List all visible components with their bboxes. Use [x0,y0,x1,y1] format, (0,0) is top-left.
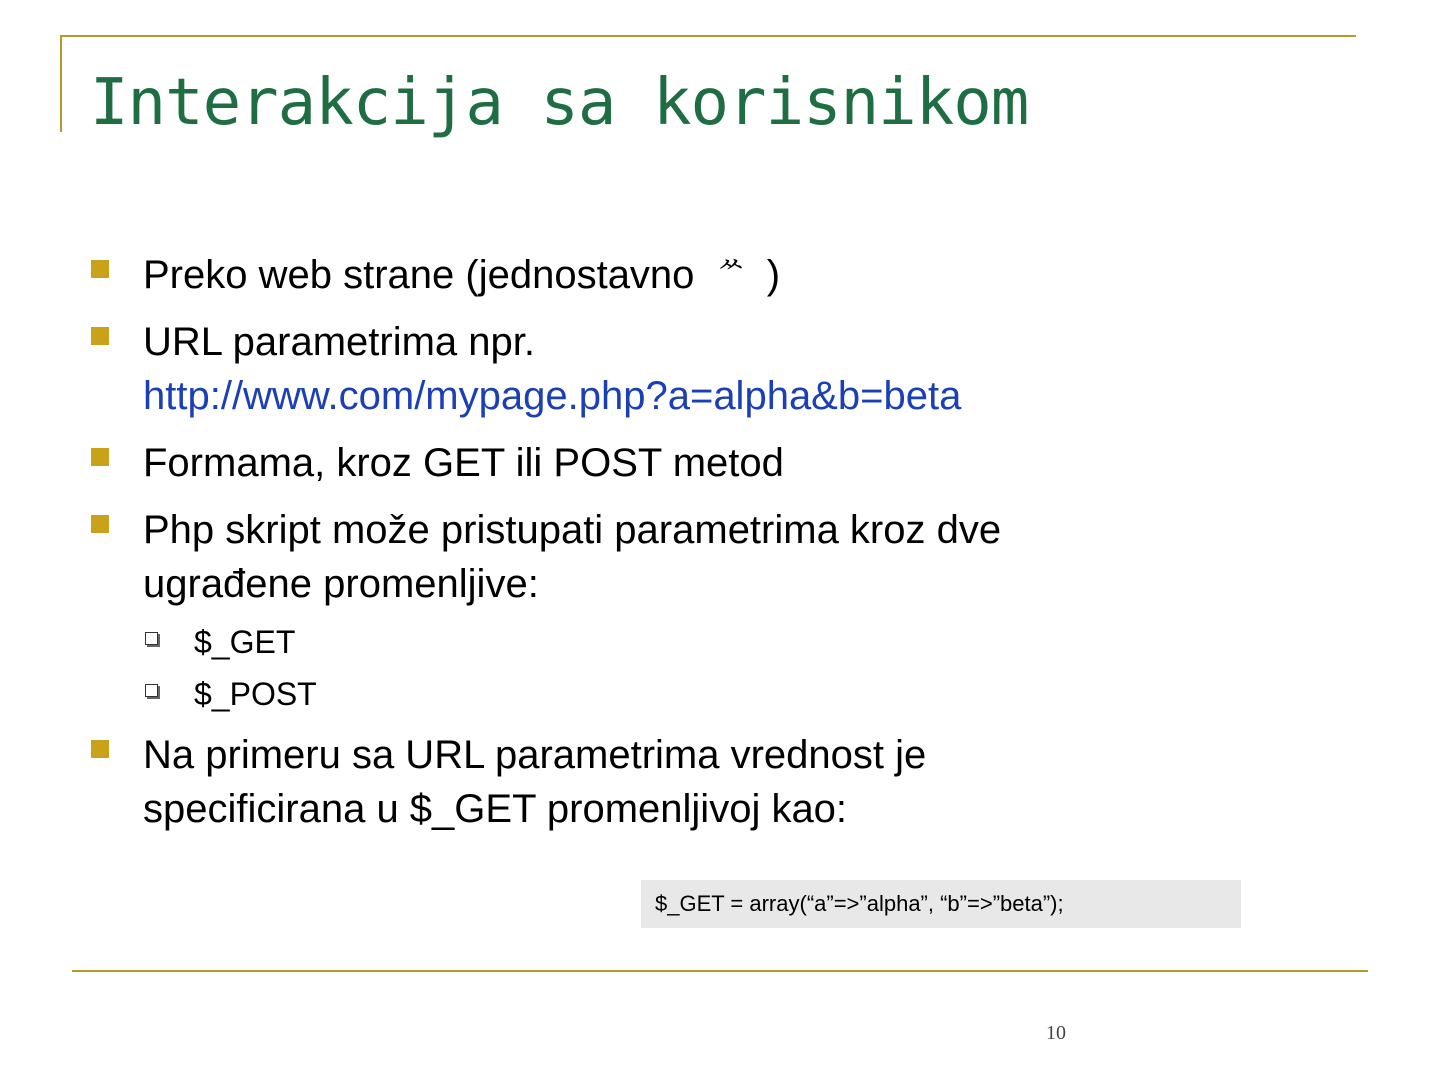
slide-title: Interakcija sa korisnikom [90,66,1029,140]
square-bullet-icon [91,448,109,466]
page-number: 10 [1046,1022,1066,1044]
bullet-forms [90,436,1290,490]
bullet-url-example [90,728,1290,836]
code-example: $_GET = array(“a”=>”alpha”, “b”=>”beta”); [641,880,1241,928]
hollow-square-bullet-icon [145,632,158,645]
bullet-web-page [90,248,1290,302]
square-bullet-icon [91,260,109,278]
bullet-text-continued: ugrađene promenljive: [143,562,539,606]
sub-bullet-text: $_GET [194,624,296,660]
frame-left-line [60,35,62,132]
bullet-text: URL parametrima npr. [143,320,535,364]
footer-line [72,970,1368,972]
bullet-text: Preko web strane (jednostavno [143,253,695,297]
bullet-php-script [90,503,1290,611]
bullet-text: Php skript može pristupati parametrima kroz dve [143,508,1002,552]
sub-bullet-text: $_POST [194,676,317,712]
frame-top-line [60,35,1356,37]
slide-content [90,248,1290,849]
example-url-link[interactable]: http://www.com/mypage.php?a=alpha&b=beta [143,374,962,418]
bullet-close-paren: ) [766,253,781,297]
smiley-glyph: ᄊ [716,258,746,291]
square-bullet-icon [91,327,109,345]
square-bullet-icon [91,740,109,758]
sub-bullet-post [90,672,1290,716]
bullet-text: Na primeru sa URL parametrima vrednost je [143,733,927,777]
bullet-text: Formama, kroz GET ili POST metod [143,441,784,485]
bullet-text-continued: specificirana u $_GET promenljivoj kao: [143,787,848,831]
bullet-url-params [90,315,1290,423]
square-bullet-icon [91,515,109,533]
hollow-square-bullet-icon [145,684,158,697]
sub-bullet-get [90,620,1290,664]
